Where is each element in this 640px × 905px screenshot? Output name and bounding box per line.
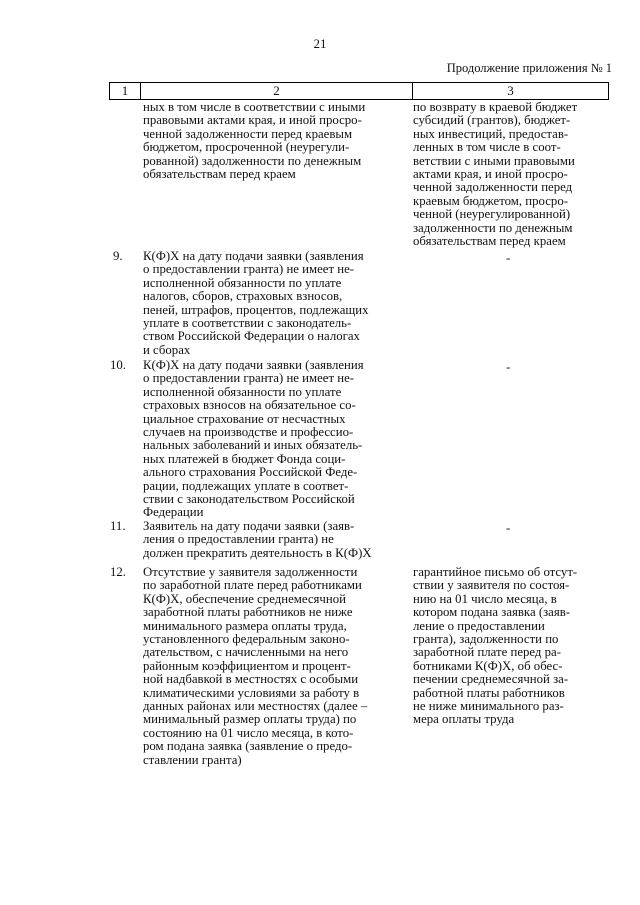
row-document: - xyxy=(506,520,511,535)
row-condition: К(Ф)Х на дату подачи заявки (заявления о предоставлении гранта) не имеет не- исполненной обязанности по уплате страховых взносов на обязательное со- циальное страхование от несчастных случаев на производстве и профессио- нальных заболеваний и иных обязатель- ных платежей в бюджет Фонда соци- ального страхования Российской Феде- рации, подлежащих уплате в соответ- ствии с законодательством Российской Федерации xyxy=(143,358,364,520)
table-header xyxy=(109,82,609,100)
row-number: 10. xyxy=(110,358,126,372)
row-condition: Отсутствие у заявителя задолженности по заработной плате перед работниками К(Ф)Х, обеспечение среднемесячной заработной платы работников не ниже минимального размера оплаты труда, установленного федеральным законо- дательством, с начисленными на него районным коэффициентом и процент- ной надбавкой в местностях с особыми климатическими условиями за работу в данных районах или местностях (далее – минимальный размер оплаты труда) по состоянию на 01 число месяца, в кото- ром подана заявка (заявление о предо- ставлении гранта) xyxy=(143,565,368,767)
row-number: 11. xyxy=(110,519,126,533)
row-number: 12. xyxy=(110,565,126,579)
row-document: по возврату в краевой бюджет субсидий (грантов), бюджет- ных инвестиций, предостав- ленных в том числе в соот- ветствии с иными правовыми актами края, и иной просро- ченной задолженности перед краевым бюджетом, просро- ченной (неурегулированной) задолженности по денежным обязательствам перед краем xyxy=(413,100,578,249)
row-condition: Заявитель на дату подачи заявки (заяв- ления о предоставлении гранта) не должен прекратить деятельность в К(Ф)Х xyxy=(143,519,372,560)
row-number: 9. xyxy=(113,249,123,263)
row-document: - xyxy=(506,359,511,374)
page-number: 21 xyxy=(313,36,327,51)
continuation-label: Продолжение приложения № 1 xyxy=(446,61,612,75)
header-col-3: 3 xyxy=(413,83,609,100)
row-document: гарантийное письмо об отсут- ствии у заявителя по состоя- нию на 01 число месяца, в котором подана заявка (заяв- ление о предоставлении гранта), задолженности по заработной плате перед ра- ботниками К(Ф)Х, об обес- печении среднемесячной за- работной платы работников не ниже минимального раз- мера оплаты труда xyxy=(413,565,578,727)
row-condition: К(Ф)Х на дату подачи заявки (заявления о предоставлении гранта) не имеет не- исполненной обязанности по уплате налогов, сборов, страховых взносов, пеней, штрафов, процентов, подлежащих уплате в соответствии с законодатель- ством Российской Федерации о налогах и сборах xyxy=(143,249,369,357)
row-document: - xyxy=(506,250,511,265)
header-col-1: 1 xyxy=(110,83,141,100)
row-condition: ных в том числе в соответствии с иными правовыми актами края, и иной просро- ченной задолженности перед краевым бюджетом, просроченной (неурегули- рованной) задолженности по денежным обязательствам перед краем xyxy=(143,100,366,182)
header-col-2: 2 xyxy=(141,83,413,100)
